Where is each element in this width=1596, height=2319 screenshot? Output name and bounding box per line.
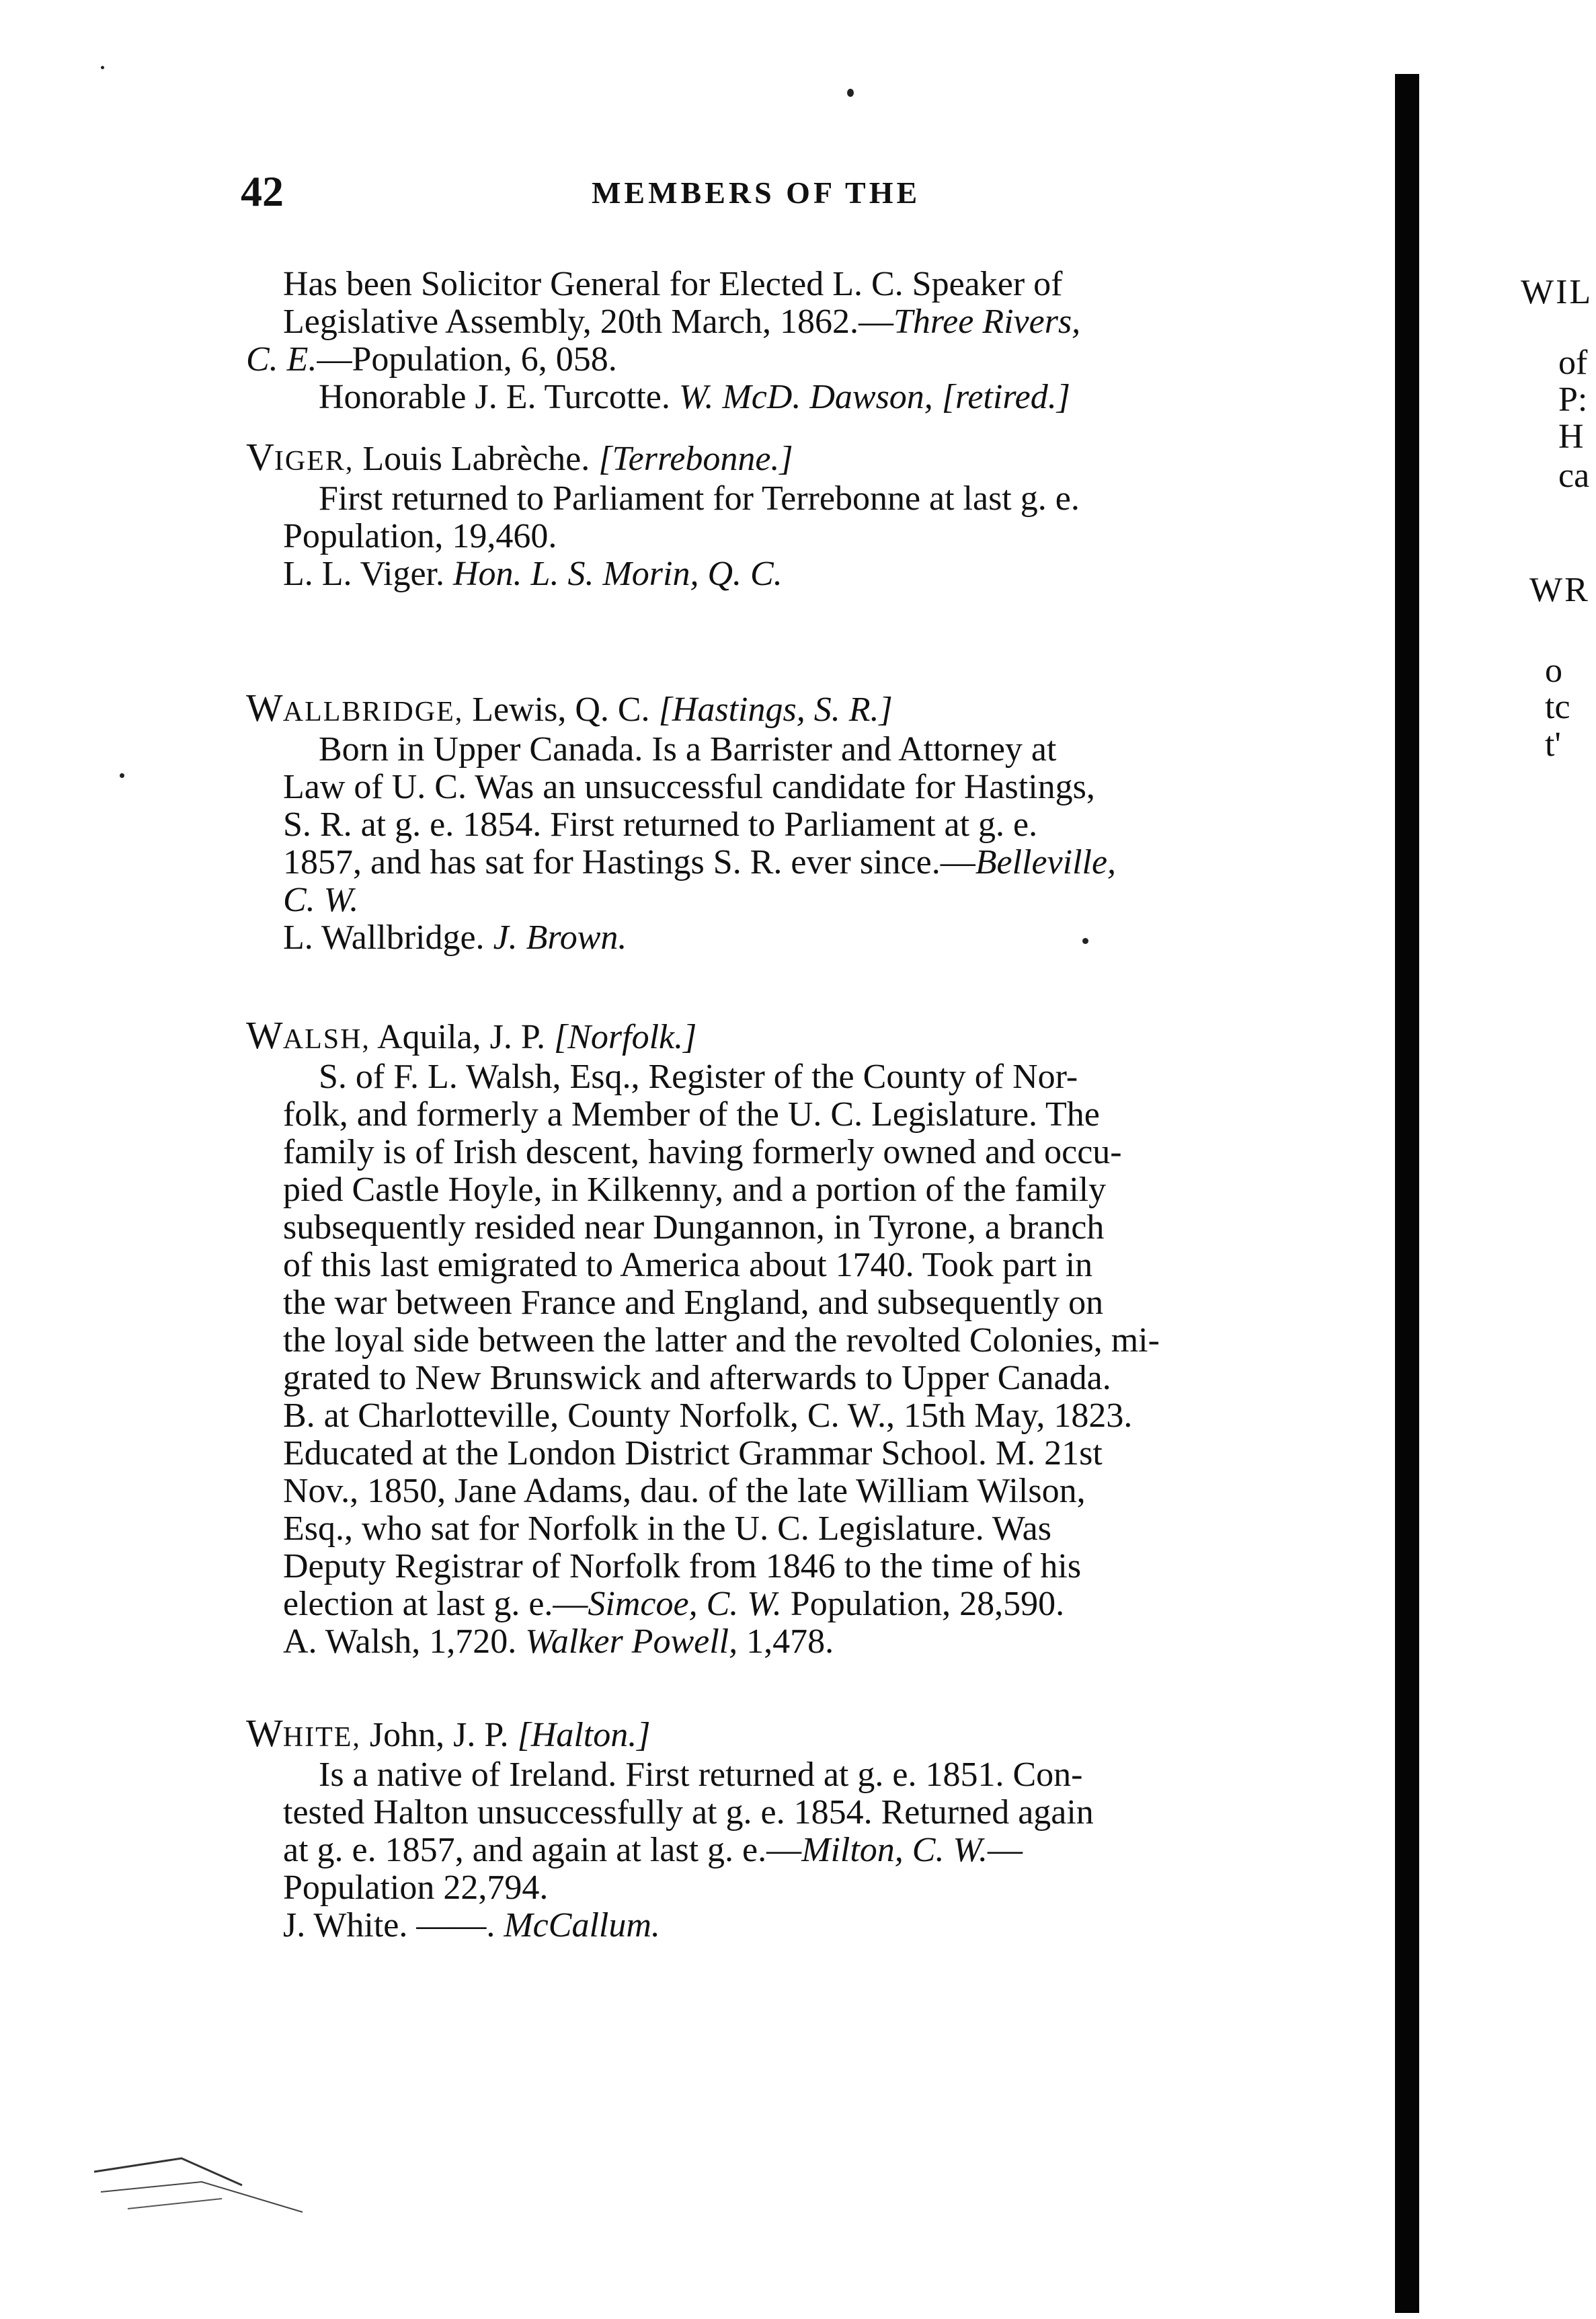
given-name: Louis Labrèche. — [354, 440, 599, 478]
opponent: McCallum. — [504, 1906, 660, 1944]
election-result — [246, 919, 1308, 957]
ink-speck — [847, 89, 854, 97]
text-span: — — [988, 1831, 1023, 1869]
text-line: Has been Solicitor General for Elected L. C. Speaker of — [283, 265, 1063, 303]
opponent: J. Brown. — [493, 918, 627, 957]
text-line: Born in Upper Canada. Is a Barrister and Attorney at — [319, 730, 1057, 769]
running-head: MEMBERS OF THE — [592, 175, 921, 210]
text-line: B. at Charlotteville, County Norfolk, C. W., 15th May, 1823. — [283, 1397, 1133, 1435]
text-line: the war between France and England, and subsequently on — [283, 1284, 1104, 1322]
opponent-votes: 1,478. — [737, 1622, 834, 1661]
opponent: Hon. L. S. Morin, Q. C. — [453, 555, 783, 593]
facing-page-fragment: o — [1545, 652, 1562, 690]
text-span: Legislative Assembly, 20th March, 1862.— — [283, 303, 893, 341]
entry-viger — [246, 435, 1308, 593]
opponent: W. McD. Dawson, — [678, 378, 942, 416]
entry-wallbridge — [246, 686, 1308, 957]
given-name: Aquila, J. P. — [370, 1018, 554, 1056]
place-name: C. E. — [246, 340, 317, 379]
text-line — [246, 1832, 1308, 1869]
text-line: the loyal side between the latter and the revolted Colonies, mi- — [283, 1321, 1160, 1360]
winner: L. L. Viger. — [283, 555, 453, 593]
text-line: Esq., who sat for Norfolk in the U. C. Legislature. Was — [283, 1509, 1051, 1548]
text-line — [246, 341, 1308, 379]
text-line: Deputy Registrar of Norfolk from 1846 to the time of his — [283, 1547, 1082, 1585]
text-span: 1857, and has sat for Hastings S. R. ever since.— — [283, 843, 975, 881]
entry-walsh — [246, 1013, 1308, 1661]
entry-heading — [246, 1711, 1308, 1756]
text-line: Population, 19,460. — [283, 517, 557, 555]
surname-initial: W — [246, 686, 283, 730]
place-name: Three Rivers, — [893, 303, 1081, 341]
text-line: C. W. — [283, 881, 359, 919]
given-name: Lewis, Q. C. — [463, 691, 659, 729]
ink-speck — [120, 773, 124, 778]
retired-note: [retired.] — [941, 378, 1070, 416]
text-line: subsequently resided near Dungannon, in Tyrone, a branch — [283, 1208, 1105, 1247]
facing-page-fragment: t' — [1545, 725, 1561, 764]
book-gutter — [1395, 74, 1419, 2313]
constituency: [Norfolk.] — [554, 1018, 697, 1056]
text-line — [246, 303, 1308, 341]
winner: J. White. ——. — [283, 1906, 504, 1944]
surname-initial: V — [246, 435, 274, 479]
election-result — [246, 555, 1308, 593]
ink-speck — [1082, 938, 1088, 944]
surname-initial: W — [246, 1013, 283, 1057]
text-line: Nov., 1850, Jane Adams, dau. of the late William Wilson, — [283, 1472, 1086, 1510]
election-result — [246, 1907, 1308, 1944]
text-line: Is a native of Ireland. First returned at g. e. 1851. Con- — [319, 1756, 1083, 1794]
text-line: Law of U. C. Was an unsuccessful candidate for Hastings, — [283, 768, 1095, 806]
constituency: [Terrebonne.] — [598, 440, 793, 478]
entry-heading — [246, 686, 1308, 731]
text-line: Educated at the London District Grammar School. M. 21st — [283, 1434, 1103, 1472]
text-span: election at last g. e.— — [283, 1585, 588, 1623]
place-name: Belleville, — [975, 843, 1117, 881]
place-name: Milton, C. W. — [801, 1831, 988, 1869]
surname-initial: W — [246, 1711, 283, 1755]
winner: A. Walsh, 1,720. — [283, 1622, 526, 1661]
surname: HITE, — [282, 1722, 361, 1753]
entry-heading — [246, 435, 1308, 480]
text-line: S. of F. L. Walsh, Esq., Register of the County of Nor- — [319, 1058, 1078, 1096]
entry-white — [246, 1711, 1308, 1944]
page-number: 42 — [241, 167, 284, 215]
text-line: pied Castle Hoyle, in Kilkenny, and a portion of the family — [283, 1171, 1107, 1209]
text-line: Population 22,794. — [283, 1869, 549, 1907]
text-line: folk, and formerly a Member of the U. C. Legislature. The — [283, 1095, 1100, 1134]
text-line — [246, 1585, 1308, 1623]
text-line: of this last emigrated to America about 1740. Took part in — [283, 1246, 1093, 1284]
winner: L. Wallbridge. — [283, 918, 493, 957]
text-span: Population, 28,590. — [781, 1585, 1065, 1623]
surname: ALLBRIDGE, — [282, 697, 464, 728]
opponent: Walker Powell, — [525, 1622, 738, 1661]
facing-page-fragment: H — [1558, 418, 1584, 456]
election-result — [246, 379, 1308, 416]
facing-page-fragment: tc — [1545, 688, 1570, 726]
text-line: family is of Irish descent, having formerly owned and occu- — [283, 1133, 1122, 1171]
text-line: First returned to Parliament for Terrebonne at last g. e. — [319, 479, 1080, 518]
text-line — [246, 844, 1308, 881]
facing-page-fragment: P: — [1558, 381, 1588, 419]
surname: IGER, — [274, 446, 354, 477]
constituency: [Hastings, S. R.] — [658, 691, 893, 729]
facing-page-fragment: WR — [1529, 571, 1590, 609]
surname: ALSH, — [282, 1024, 370, 1055]
place-name: Simcoe, C. W. — [588, 1585, 782, 1623]
continuation-entry — [246, 266, 1308, 416]
facing-page-fragment: of — [1558, 344, 1588, 382]
entry-heading — [246, 1013, 1308, 1058]
text-line: tested Halton unsuccessfully at g. e. 1854. Returned again — [283, 1793, 1094, 1832]
text-line: grated to New Brunswick and afterwards to Upper Canada. — [283, 1359, 1111, 1397]
text-span: —Population, 6, 058. — [317, 340, 617, 379]
facing-page-fragment: WIL — [1521, 273, 1593, 311]
election-result — [246, 1623, 1308, 1661]
text-span: at g. e. 1857, and again at last g. e.— — [283, 1831, 802, 1869]
facing-page-fragment: ca — [1558, 457, 1590, 495]
given-name: John, J. P. — [360, 1716, 518, 1754]
winner: Honorable J. E. Turcotte. — [319, 378, 679, 416]
ink-speck — [101, 66, 104, 69]
text-line: S. R. at g. e. 1854. First returned to Parliament at g. e. — [283, 805, 1038, 844]
paper-scratch — [87, 2152, 316, 2219]
constituency: [Halton.] — [517, 1716, 651, 1754]
